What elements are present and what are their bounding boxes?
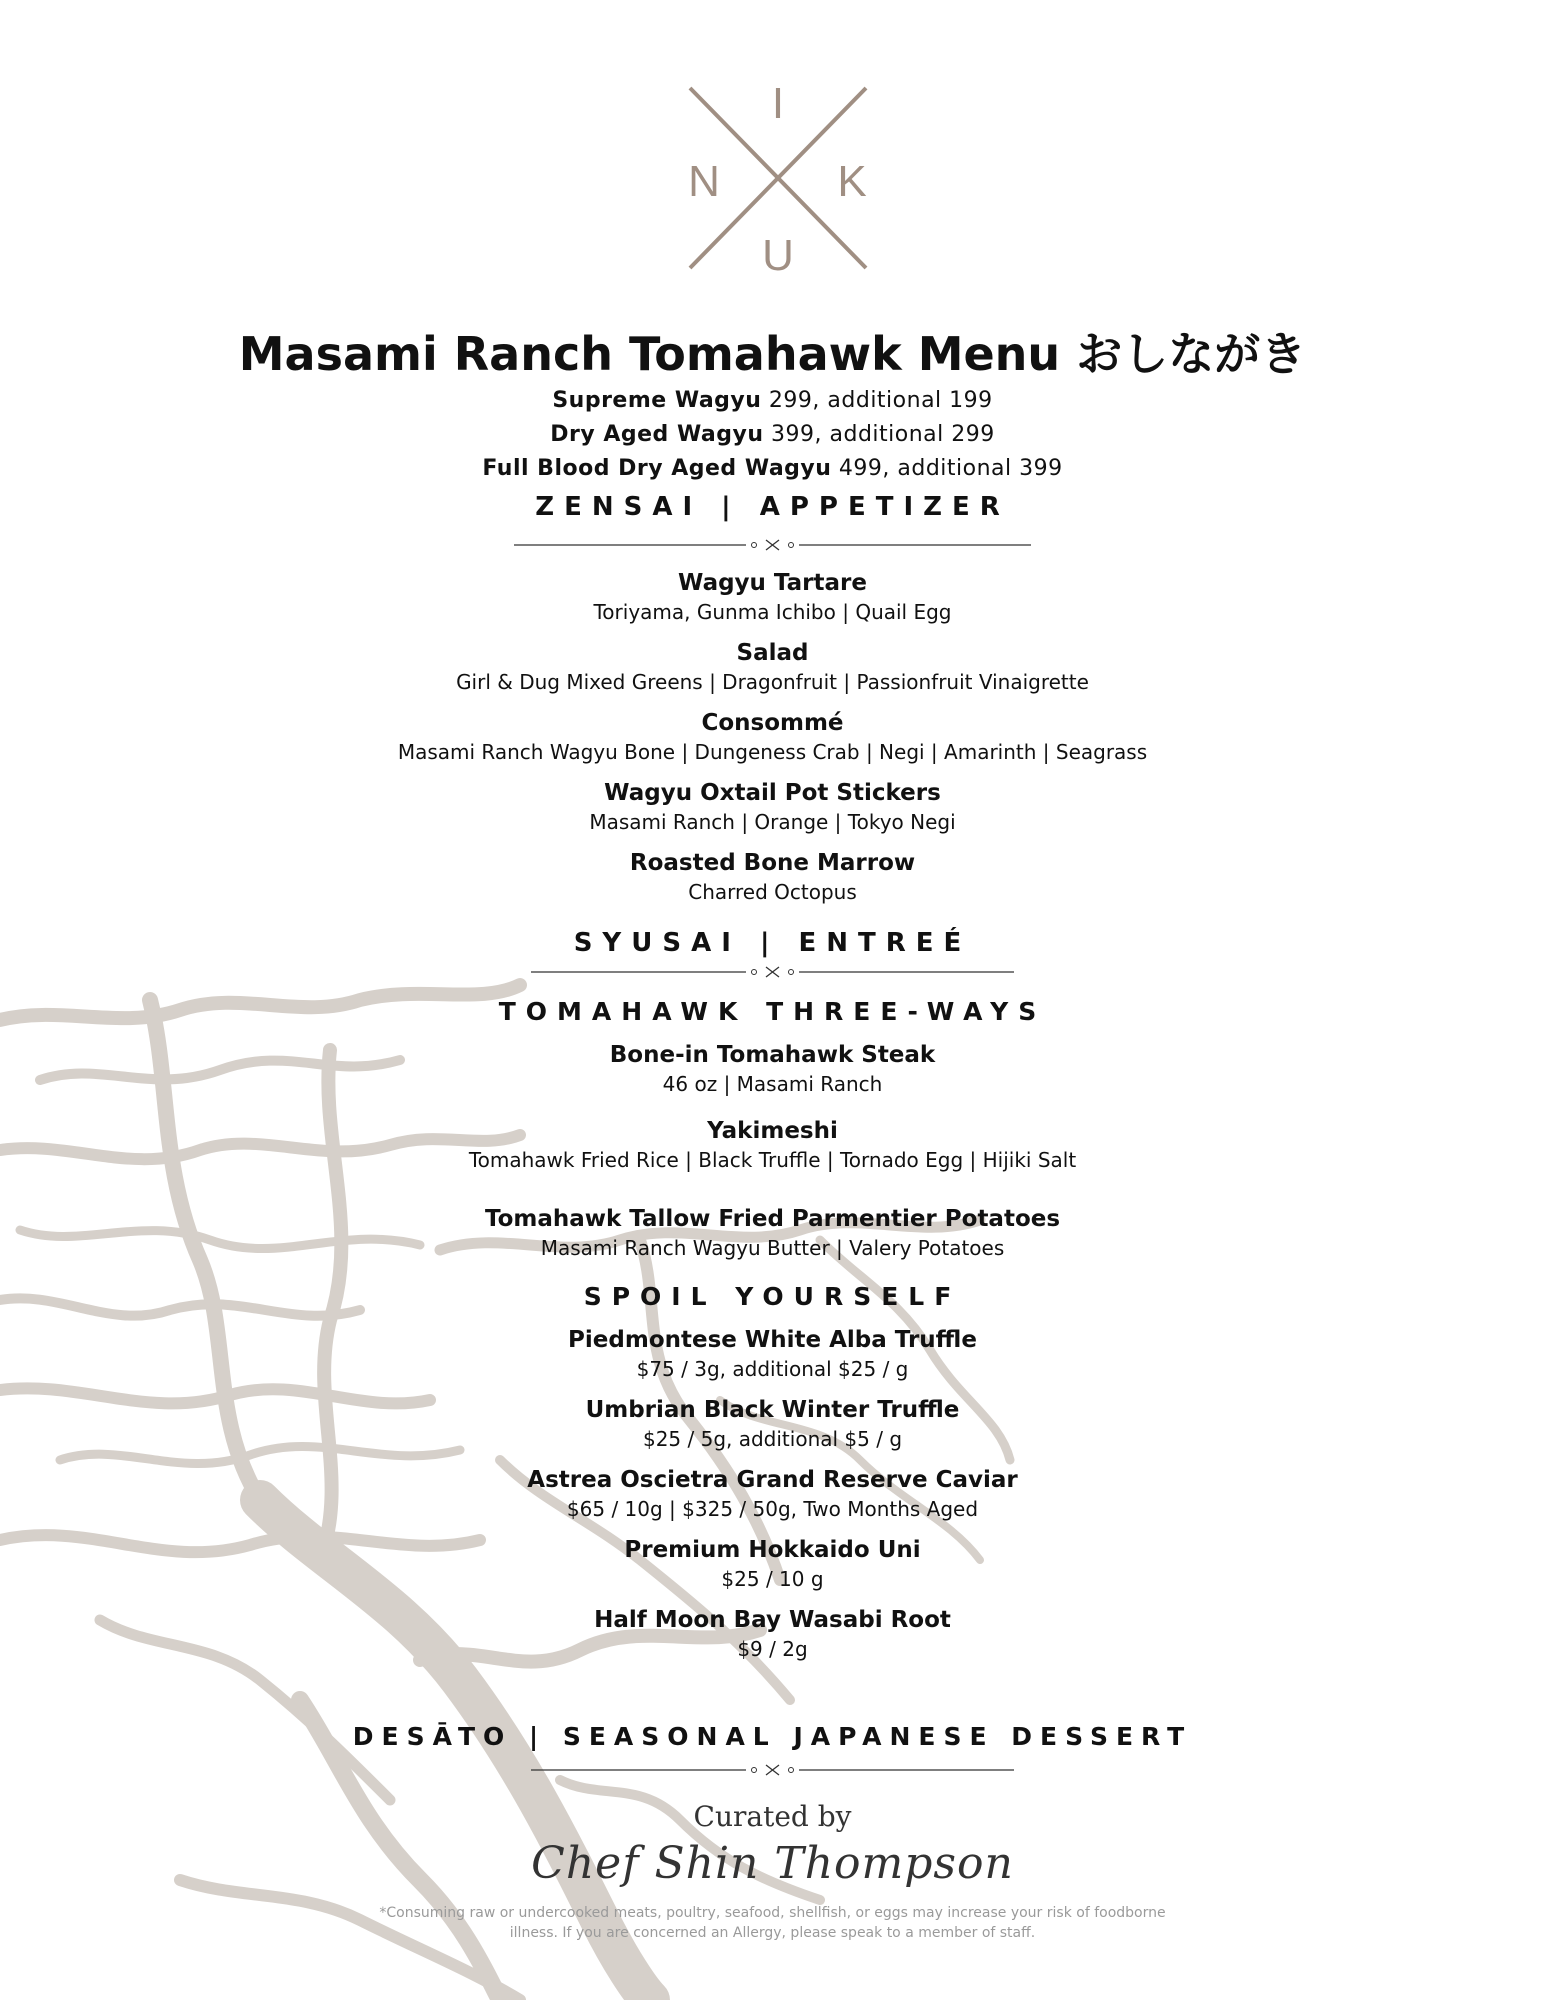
- dish-description: Toriyama, Gunma Ichibo | Quail Egg: [593, 600, 952, 624]
- list-item: [0, 1204, 1545, 1262]
- price-line: Dry Aged Wagyu 399, additional 299: [550, 422, 995, 447]
- dish-name: Piedmontese White Alba Truffle: [568, 1327, 977, 1353]
- dish-description: Charred Octopus: [688, 880, 857, 904]
- section-heading-zensai: ZENSAI | APPETIZER: [535, 492, 1010, 522]
- ornament-divider: [531, 1762, 1014, 1776]
- dish-name: Wagyu Oxtail Pot Stickers: [604, 780, 941, 806]
- dish-name: Tomahawk Tallow Fried Parmentier Potatoes: [484, 1206, 1061, 1232]
- dish-description: $65 / 10g | $325 / 50g, Two Months Aged: [566, 1497, 979, 1521]
- section-heading-syusai: SYUSAI | ENTREÉ: [573, 928, 972, 958]
- list-item: [0, 638, 1545, 696]
- dish-description: Tomahawk Fried Rice | Black Truffle | Tornado Egg | Hijiki Salt: [468, 1148, 1077, 1172]
- allergy-disclaimer: [0, 1903, 1545, 1943]
- svg-text:K: K: [837, 157, 867, 206]
- dish-name: Umbrian Black Winter Truffle: [585, 1397, 960, 1423]
- dish-name: Wagyu Tartare: [678, 570, 867, 596]
- dish-description: $25 / 10 g: [721, 1567, 824, 1591]
- section-heading-spoil: SPOIL YOURSELF: [583, 1282, 962, 1311]
- dish-name: Consommé: [701, 710, 844, 736]
- dish-name: Salad: [736, 640, 809, 666]
- dish-description: $25 / 5g, additional $5 / g: [642, 1427, 903, 1451]
- list-item: [0, 1535, 1545, 1593]
- disclaimer-line: illness. If you are concerned an Allergy, please speak to a member of staff.: [509, 1925, 1036, 1941]
- menu-title: Masami Ranch Tomahawk Menu おしながき: [238, 327, 1307, 381]
- svg-text:N: N: [688, 157, 720, 206]
- dish-description: Masami Ranch Wagyu Butter | Valery Potatoes: [540, 1236, 1005, 1260]
- list-item: [0, 708, 1545, 766]
- dish-name: Premium Hokkaido Uni: [624, 1537, 921, 1563]
- ornament-divider: [531, 964, 1014, 978]
- list-item: [0, 1325, 1545, 1383]
- dish-description: Masami Ranch Wagyu Bone | Dungeness Crab | Negi | Amarinth | Seagrass: [397, 740, 1148, 764]
- dish-description: Girl & Dug Mixed Greens | Dragonfruit | Passionfruit Vinaigrette: [456, 670, 1089, 694]
- tomahawk-list: [0, 1040, 1545, 1262]
- dish-name: Yakimeshi: [707, 1118, 838, 1144]
- dish-name: Astrea Oscietra Grand Reserve Caviar: [527, 1467, 1018, 1493]
- dish-name: Roasted Bone Marrow: [629, 850, 916, 876]
- list-item: [0, 1465, 1545, 1523]
- dish-name: Bone-in Tomahawk Steak: [609, 1042, 936, 1068]
- list-item: [0, 1395, 1545, 1453]
- spoil-list: [0, 1325, 1545, 1663]
- ornament-divider: [514, 537, 1031, 551]
- price-line: Full Blood Dry Aged Wagyu 499, additional 399: [482, 456, 1063, 481]
- curated-by: Curated by: [693, 1800, 852, 1833]
- dish-description: 46 oz | Masami Ranch: [662, 1072, 883, 1096]
- list-item: [0, 1605, 1545, 1663]
- dish-description: Masami Ranch | Orange | Tokyo Negi: [589, 810, 956, 834]
- chef-signature: Chef Shin Thompson: [531, 1838, 1014, 1889]
- svg-text:U: U: [762, 231, 794, 278]
- list-item: [0, 848, 1545, 906]
- disclaimer-line: *Consuming raw or undercooked meats, poultry, seafood, shellfish, or eggs may increase your risk of foodborne: [379, 1905, 1166, 1921]
- price-line: Supreme Wagyu 299, additional 199: [552, 388, 993, 413]
- list-item: [0, 1116, 1545, 1174]
- dish-description: $9 / 2g: [737, 1637, 808, 1661]
- wagyu-prices: [0, 384, 1545, 486]
- list-item: [0, 778, 1545, 836]
- list-item: [0, 568, 1545, 626]
- svg-text:I: I: [771, 79, 785, 128]
- niku-logo: [676, 78, 876, 278]
- section-heading-desato: DESĀTO | SEASONAL JAPANESE DESSERT: [352, 1722, 1193, 1751]
- section-heading-tomahawk: TOMAHAWK THREE-WAYS: [498, 997, 1047, 1026]
- dish-description: $75 / 3g, additional $25 / g: [636, 1357, 909, 1381]
- dish-name: Half Moon Bay Wasabi Root: [594, 1607, 951, 1633]
- appetizer-list: [0, 568, 1545, 906]
- list-item: [0, 1040, 1545, 1098]
